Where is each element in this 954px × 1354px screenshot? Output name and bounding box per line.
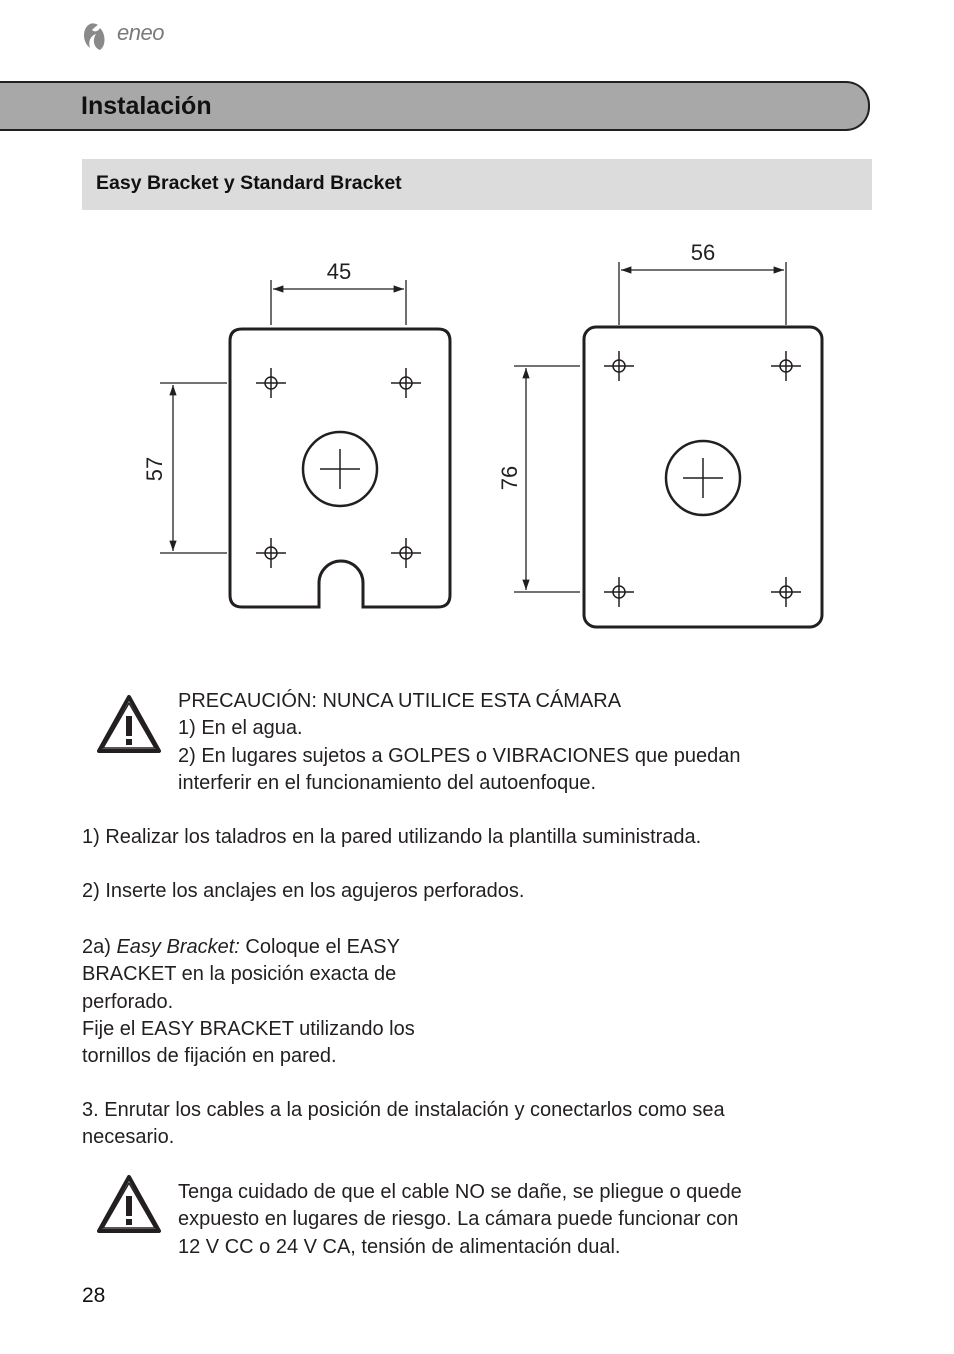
note-line: Tenga cuidado de que el cable NO se dañe, se pliegue o quede [178,1181,742,1203]
step-2a-line: BRACKET en la posición exacta de [82,963,397,986]
step-2a-line: perforado. [82,990,174,1013]
warning-triangle-icon [96,694,162,754]
step-2a-line: tornillos de fijación en pared. [82,1045,337,1068]
step-2a-prefix: 2a) [82,936,117,958]
caution-text [178,688,741,797]
page-number: 28 [82,1284,106,1307]
caution-line: PRECAUCIÓN: NUNCA UTILICE ESTA CÁMARA [178,690,622,712]
standard-bracket-width-label: 56 [690,240,716,265]
caution-line: interferir en el funcionamiento del autoenfoque. [178,771,597,794]
step-2-text: 2) Inserte los anclajes en los agujeros perforados. [82,880,525,902]
step-2a-text [82,934,415,1070]
step-2a-emphasis: Easy Bracket: [116,936,240,958]
caution-line: 2) En lugares sujetos a GOLPES o VIBRACIONES que puedan [178,744,741,767]
brand-logo-text: eneo [117,20,164,45]
cable-note-text [178,1179,742,1261]
section-title: Instalación [81,92,212,120]
step-3-line: necesario. [82,1126,175,1149]
step-3-text [82,1097,725,1152]
caution-line: 1) En el agua. [178,717,303,740]
easy-bracket-width-label: 45 [326,259,352,284]
note-line: 12 V CC o 24 V CA, tensión de alimentación dual. [178,1235,621,1258]
easy-bracket-height-label: 57 [142,456,167,482]
step-2a-line: Fije el EASY BRACKET utilizando los [82,1017,415,1040]
step-3-line: 3. Enrutar los cables a la posición de instalación y conectarlos como sea [82,1099,725,1121]
step-2a-line: Coloque el EASY [239,936,400,958]
bracket-dimension-diagram [0,220,954,660]
subsection-title: Easy Bracket y Standard Bracket [96,172,402,194]
warning-triangle-icon [96,1174,162,1234]
note-line: expuesto en lugares de riesgo. La cámara puede funcionar con [178,1208,739,1231]
step-1-text: 1) Realizar los taladros en la pared utilizando la plantilla suministrada. [82,826,702,848]
standard-bracket-height-label: 76 [497,465,522,491]
